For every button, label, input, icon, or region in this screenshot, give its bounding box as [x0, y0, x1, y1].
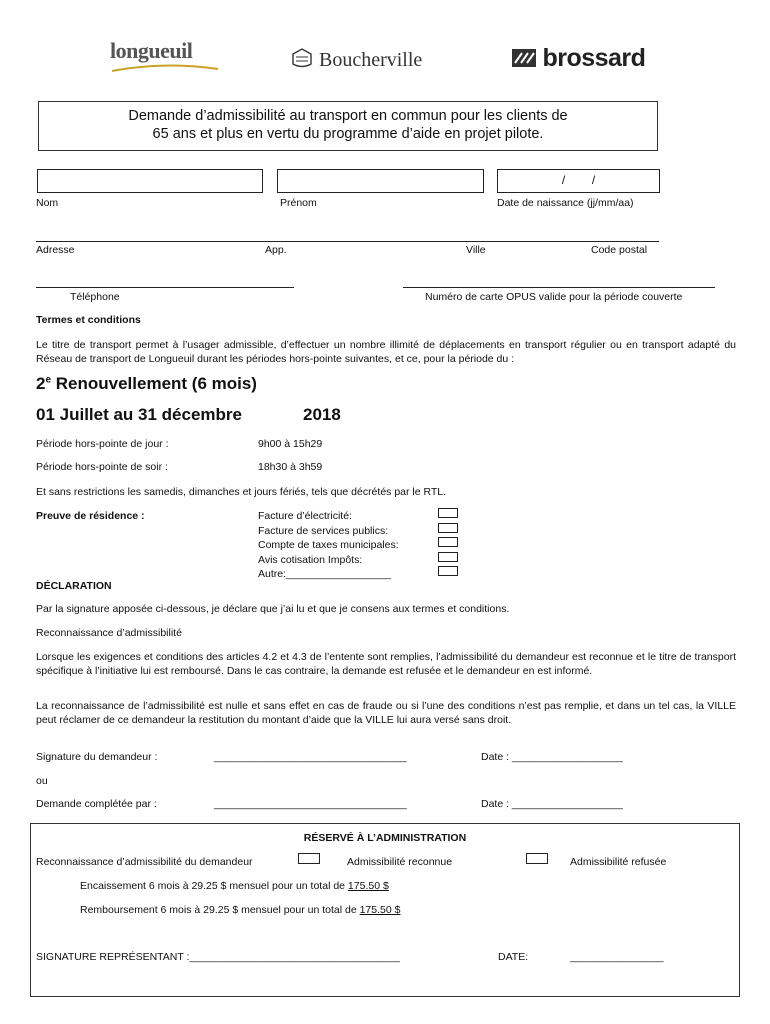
admin-remboursement-text: Remboursement 6 mois à 29.25 $ mensuel pour un total de: [80, 904, 357, 916]
checkbox-electricite[interactable]: [438, 508, 458, 518]
declaration-heading: DÉCLARATION: [36, 580, 112, 592]
boucherville-logo-text: Boucherville: [319, 49, 423, 71]
boucherville-logo: [290, 46, 422, 72]
nom-label: Nom: [36, 197, 59, 209]
longueuil-logo-text: longueuil: [110, 38, 193, 63]
brossard-mark-icon: [512, 49, 536, 67]
terms-heading: Termes et conditions: [36, 314, 141, 326]
checkbox-taxes[interactable]: [438, 537, 458, 547]
unrestricted-text: Et sans restrictions les samedis, dimanches et jours fériés, tels que décrétés par le RTL.: [36, 486, 447, 498]
residence-item-electricite: Facture d’électricité:: [258, 510, 352, 522]
address-line[interactable]: [36, 241, 659, 242]
code-postal-label: Code postal: [591, 244, 648, 256]
checkbox-impots[interactable]: [438, 552, 458, 562]
checkbox-services[interactable]: [438, 523, 458, 533]
terms-text: Le titre de transport permet à l’usager admissible, d’effectuer un nombre illimité de déplacements en transport régulier ou en transport adapté du Réseau de transport de Longueuil durant les périodes hors-pointe suivantes, et ce, pour la période du :: [36, 339, 736, 365]
admin-encaissement-text: Encaissement 6 mois à 29.25 $ mensuel pour un total de: [80, 880, 345, 892]
demande-completee-label: Demande complétée par :: [36, 798, 157, 810]
signature-demandeur-line[interactable]: _________________________________: [214, 751, 407, 763]
demande-completee-line[interactable]: _________________________________: [214, 798, 407, 810]
form-title: [38, 101, 658, 151]
renewal-number: 2: [36, 374, 46, 393]
app-label: App.: [265, 244, 287, 256]
renewal-sup: e: [45, 374, 52, 386]
evening-period-label: Période hors-pointe de soir :: [36, 461, 168, 473]
renewal-period: 01 Juillet au 31 décembre: [36, 405, 242, 424]
admin-heading: RÉSERVÉ À L’ADMINISTRATION: [303, 832, 467, 844]
residence-label: Preuve de résidence :: [36, 510, 145, 522]
renewal-heading: [36, 374, 257, 394]
residence-item-impots: Avis cotisation Impôts:: [258, 553, 363, 566]
admin-encaissement-total: 175.50 $: [347, 880, 389, 892]
dob-field-separators: / /: [561, 173, 596, 187]
dob-field[interactable]: [497, 169, 660, 193]
admin-signature[interactable]: SIGNATURE REPRÉSENTANT :____________________________________: [36, 951, 400, 963]
declaration-paragraph-1: Lorsque les exigences et conditions des articles 4.2 et 4.3 de l’entente sont remplies, l’admissibilité du demandeur est reconnue et le titre de transport spécifique à l’initiative lui est remboursé. Dans le cas contraire, la demande est refusée et le demandeur en est informé.: [36, 651, 736, 677]
renewal-label: Renouvellement (6 mois): [51, 374, 257, 393]
telephone-line[interactable]: [36, 287, 294, 288]
admin-remboursement: [80, 904, 400, 916]
signature-demandeur-label: Signature du demandeur :: [36, 751, 158, 763]
admin-checkbox-reconnue[interactable]: [298, 853, 320, 864]
admin-refusee-label: Admissibilité refusée: [570, 856, 667, 868]
reconnaissance-heading: Reconnaissance d’admissibilité: [36, 627, 182, 639]
renewal-year: 2018: [303, 405, 341, 424]
residence-list: [258, 509, 399, 582]
declaration-paragraph-2: La reconnaissance de l’admissibilité est nulle et sans effet en cas de fraude ou si l’une des conditions n’est pas remplie, et dans un tel cas, la VILLE peut réclamer de ce demandeur la restitution du montant d’aide que la VILLE lui aura versé sans droit.: [36, 700, 736, 726]
ville-label: Ville: [466, 244, 486, 256]
admin-remboursement-total: 175.50 $: [359, 904, 401, 916]
admin-checkbox-refusee[interactable]: [526, 853, 548, 864]
prenom-label: Prénom: [280, 197, 317, 209]
residence-item-taxes: Compte de taxes municipales:: [258, 539, 399, 551]
signature-demandeur-date[interactable]: Date : ___________________: [481, 751, 623, 763]
checkbox-autre[interactable]: [438, 566, 458, 576]
brossard-logo: [512, 44, 645, 73]
demande-completee-date[interactable]: Date : ___________________: [481, 798, 623, 810]
declaration-text: Par la signature apposée ci-dessous, je déclare que j’ai lu et que je consens aux termes et conditions.: [36, 603, 510, 615]
telephone-label: Téléphone: [70, 291, 120, 303]
day-period-value: 9h00 à 15h29: [258, 438, 323, 450]
longueuil-logo: [110, 38, 192, 64]
residence-item-autre: Autre:__________________: [258, 568, 392, 580]
evening-period-value: 18h30 à 3h59: [258, 461, 323, 473]
admin-encaissement: [80, 880, 389, 892]
adresse-label: Adresse: [36, 244, 75, 256]
form-title-line2: 65 ans et plus en vertu du programme d’aide en projet pilote.: [152, 126, 544, 142]
opus-label: Numéro de carte OPUS valide pour la période couverte: [425, 291, 683, 303]
swoosh-icon: [110, 63, 220, 73]
prenom-field[interactable]: [277, 169, 484, 193]
admin-reconnaissance-label: Reconnaissance d’admissibilité du demandeur: [36, 856, 253, 868]
ou-text: ou: [36, 775, 48, 787]
nom-field[interactable]: [37, 169, 263, 193]
admin-date-line[interactable]: ________________: [570, 951, 664, 963]
admin-reconnue-label: Admissibilité reconnue: [347, 856, 453, 868]
day-period-label: Période hors-pointe de jour :: [36, 438, 169, 450]
residence-item-services: Facture de services publics:: [258, 524, 389, 537]
dob-label: Date de naissance (jj/mm/aa): [497, 197, 634, 209]
form-title-line1: Demande d’admissibilité au transport en commun pour les clients de: [128, 108, 568, 124]
brossard-logo-text: brossard: [542, 44, 646, 72]
opus-line[interactable]: [403, 287, 715, 288]
admin-date-label: DATE:: [498, 951, 529, 963]
boucherville-crest-icon: [290, 46, 314, 70]
